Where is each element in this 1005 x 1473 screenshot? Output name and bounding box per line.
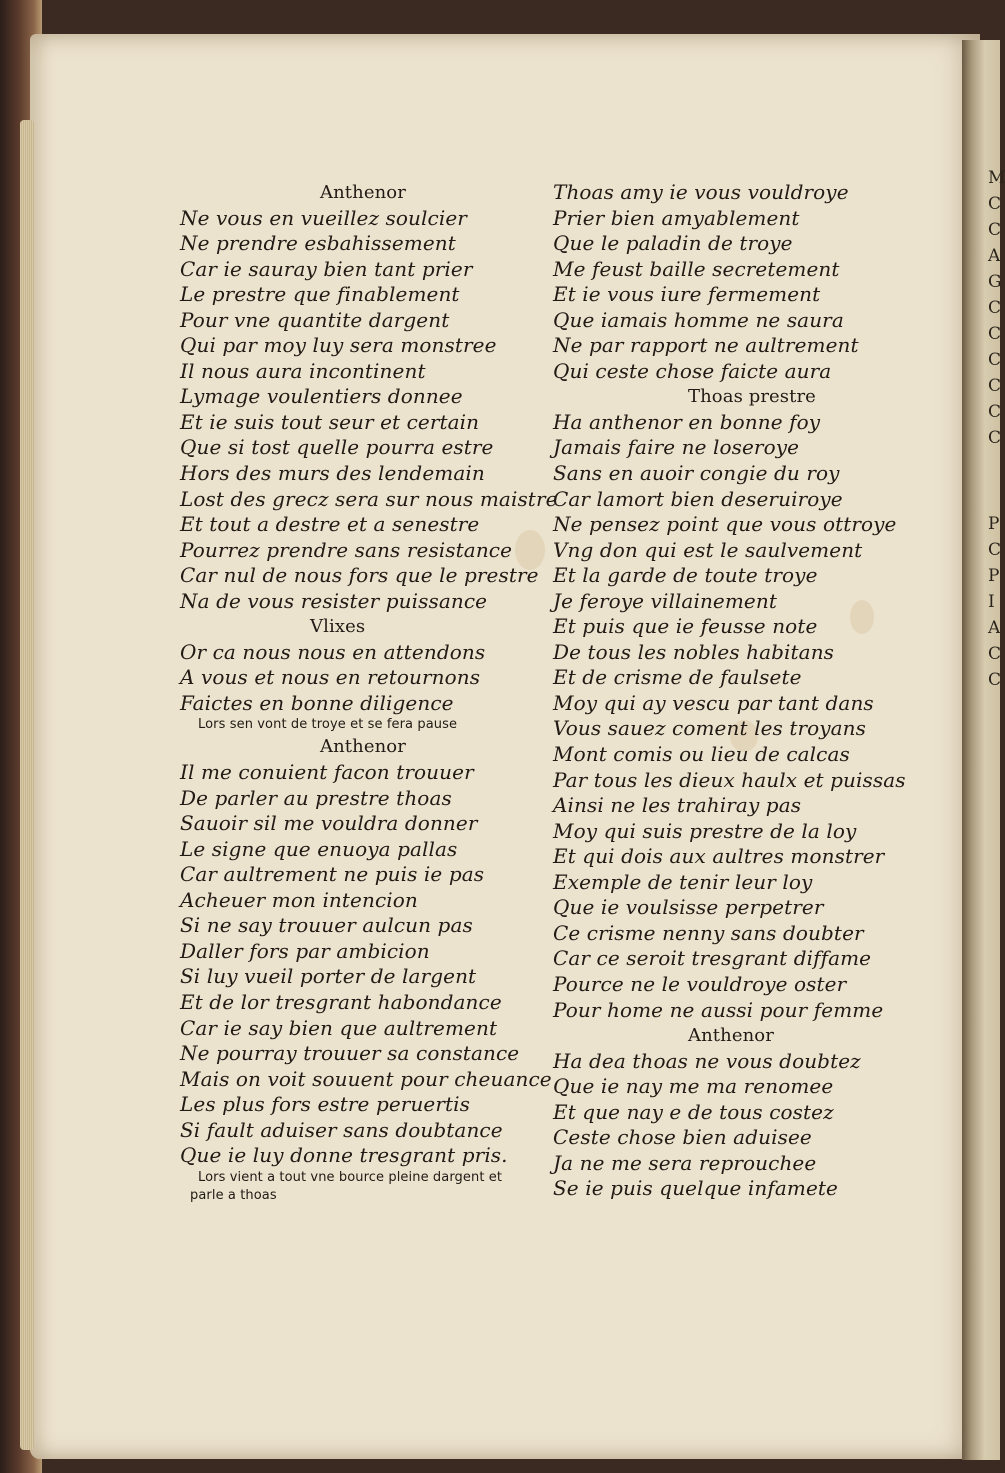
verse-line: Car aultrement ne puis ie pas: [180, 862, 485, 887]
verse-line: Le prestre que finablement: [180, 282, 460, 307]
verse-line: Ainsi ne les trahiray pas: [553, 793, 802, 818]
verse-line: Car nul de nous fors que le prestre: [180, 563, 539, 588]
verse-line: Et qui dois aux aultres monstrer: [553, 844, 885, 869]
verse-line: Hors des murs des lendemain: [180, 461, 485, 486]
verse-line: Se ie puis quelque infamete: [553, 1176, 838, 1201]
verse-line: Car ie sauray bien tant prier: [180, 256, 473, 281]
facing-page-letter: C: [988, 298, 1002, 318]
verse-line: Par tous les dieux haulx et puissas: [553, 767, 906, 792]
speaker-heading: Thoas prestre: [688, 386, 816, 408]
verse-line: Ne pourray trouuer sa constance: [180, 1041, 520, 1066]
facing-page-letter: C: [988, 428, 1002, 448]
speaker-heading: Anthenor: [320, 182, 406, 203]
verse-line: Na de vous resister puissance: [180, 588, 488, 613]
facing-page-letter: C: [988, 350, 1002, 370]
facing-page-letter: C: [988, 540, 1002, 560]
verse-line: Thoas amy ie vous vouldroye: [553, 180, 849, 204]
verse-line: Ja ne me sera reprouchee: [553, 1150, 817, 1175]
verse-line: Exemple de tenir leur loy: [553, 869, 813, 894]
verse-line: Il nous aura incontinent: [180, 358, 426, 383]
verse-line: Pourrez prendre sans resistance: [180, 537, 513, 562]
facing-page-letter: P: [988, 514, 1000, 534]
verse-line: Acheuer mon intencion: [180, 887, 418, 912]
stage-direction: Lors vient a tout vne bource pleine dargent et: [198, 1169, 503, 1185]
verse-line: Mont comis ou lieu de calcas: [553, 742, 850, 767]
verse-line: Me feust baille secretement: [553, 256, 840, 281]
verse-line: Ne prendre esbahissement: [180, 231, 456, 256]
facing-page-letter: C: [988, 670, 1002, 690]
verse-line: Qui ceste chose faicte aura: [553, 358, 832, 383]
verse-line: Il me conuient facon trouuer: [180, 760, 474, 785]
verse-line: Que le paladin de troye: [553, 231, 793, 256]
verse-line: Ne pensez point que vous ottroye: [553, 512, 897, 537]
verse-line: Pour vne quantite dargent: [180, 307, 450, 332]
facing-page-letter: M: [988, 168, 1005, 188]
verse-line: Sans en auoir congie du roy: [553, 461, 840, 486]
verse-line: Et que nay e de tous costez: [553, 1099, 834, 1124]
verse-line: Si luy vueil porter de largent: [180, 964, 477, 989]
verse-line: Et de lor tresgrant habondance: [180, 989, 502, 1014]
verse-line: Ne vous en vueillez soulcier: [180, 205, 467, 230]
facing-page-letter: P: [988, 566, 1000, 586]
stage-direction: parle a thoas: [190, 1187, 277, 1203]
verse-line: De parler au prestre thoas: [180, 785, 452, 810]
verse-line: Ceste chose bien aduisee: [553, 1125, 812, 1150]
verse-line: Et ie vous iure fermement: [553, 282, 821, 307]
speaker-heading: Anthenor: [320, 736, 406, 758]
verse-line: Jamais faire ne loseroye: [553, 435, 800, 460]
facing-page-letter: C: [988, 644, 1002, 664]
verse-line: Ne par rapport ne aultrement: [553, 333, 859, 358]
verse-line: Moy qui suis prestre de la loy: [553, 818, 857, 843]
verse-line: Et ie suis tout seur et certain: [180, 409, 480, 434]
verse-line: Ha anthenor en bonne foy: [553, 409, 821, 434]
verse-line: Et la garde de toute troye: [553, 563, 818, 588]
verse-line: Sauoir sil me vouldra donner: [180, 811, 478, 836]
facing-page-letter: C: [988, 376, 1002, 396]
verse-line: Que iamais homme ne saura: [553, 307, 844, 332]
stage-direction: Lors sen vont de troye et se fera pause: [198, 717, 458, 733]
verse-line: Que ie voulsisse perpetrer: [553, 895, 824, 920]
verse-line: De tous les nobles habitans: [553, 639, 835, 664]
verse-line: Que si tost quelle pourra estre: [180, 435, 494, 460]
verse-line: Or ca nous nous en attendons: [180, 639, 486, 664]
verse-line: Ce crisme nenny sans doubter: [553, 920, 864, 945]
verse-line: Que ie luy donne tresgrant pris.: [180, 1143, 508, 1168]
verse-line: Car lamort bien deseruiroye: [553, 486, 843, 511]
verse-line: Faictes en bonne diligence: [180, 690, 454, 715]
facing-page-letter: C: [988, 402, 1002, 422]
page-edges: [20, 120, 34, 1450]
verse-line: Moy qui ay vescu par tant dans: [553, 690, 874, 715]
speaker-heading: Vlixes: [310, 616, 366, 638]
verse-line: Daller fors par ambicion: [180, 938, 430, 963]
verse-line: Si ne say trouuer aulcun pas: [180, 913, 473, 938]
facing-page-edge: [962, 40, 1005, 1460]
facing-page-letter: C: [988, 324, 1002, 344]
verse-line: Lymage voulentiers donnee: [180, 384, 463, 409]
verse-line: A vous et nous en retournons: [180, 665, 481, 690]
right-text-column: [553, 180, 913, 1202]
verse-line: Que ie nay me ma renomee: [553, 1074, 834, 1099]
facing-page-letter: G: [988, 272, 1002, 292]
verse-line: Et tout a destre et a senestre: [180, 512, 480, 537]
verse-line: Pource ne le vouldroye oster: [553, 971, 847, 996]
facing-page-letter: A: [988, 618, 1001, 638]
verse-line: Je feroye villainement: [553, 588, 777, 613]
verse-line: Si fault aduiser sans doubtance: [180, 1117, 503, 1142]
verse-line: Pour home ne aussi pour femme: [553, 997, 884, 1022]
verse-line: Ha dea thoas ne vous doubtez: [553, 1048, 861, 1073]
verse-line: Vng don qui est le saulvement: [553, 537, 863, 562]
verse-line: Prier bien amyablement: [553, 205, 800, 230]
facing-page-letter: A: [988, 246, 1001, 266]
verse-line: Vous sauez coment les troyans: [553, 716, 867, 741]
facing-page-letter: C: [988, 194, 1002, 214]
verse-line: Lost des grecz sera sur nous maistre: [180, 486, 558, 511]
facing-page-letter: I: [988, 592, 995, 612]
verse-line: Car ce seroit tresgrant diffame: [553, 946, 872, 971]
speaker-heading: Anthenor: [688, 1025, 774, 1047]
verse-line: Le signe que enuoya pallas: [180, 836, 458, 861]
left-text-column: [180, 180, 558, 1205]
verse-line: Et de crisme de faulsete: [553, 665, 802, 690]
verse-line: Mais on voit souuent pour cheuance: [180, 1066, 552, 1091]
verse-line: Et puis que ie feusse note: [553, 614, 818, 639]
verse-line: Qui par moy luy sera monstree: [180, 333, 497, 358]
facing-page-letter: C: [988, 220, 1002, 240]
verse-line: Les plus fors estre peruertis: [180, 1092, 471, 1117]
verse-line: Car ie say bien que aultrement: [180, 1015, 498, 1040]
